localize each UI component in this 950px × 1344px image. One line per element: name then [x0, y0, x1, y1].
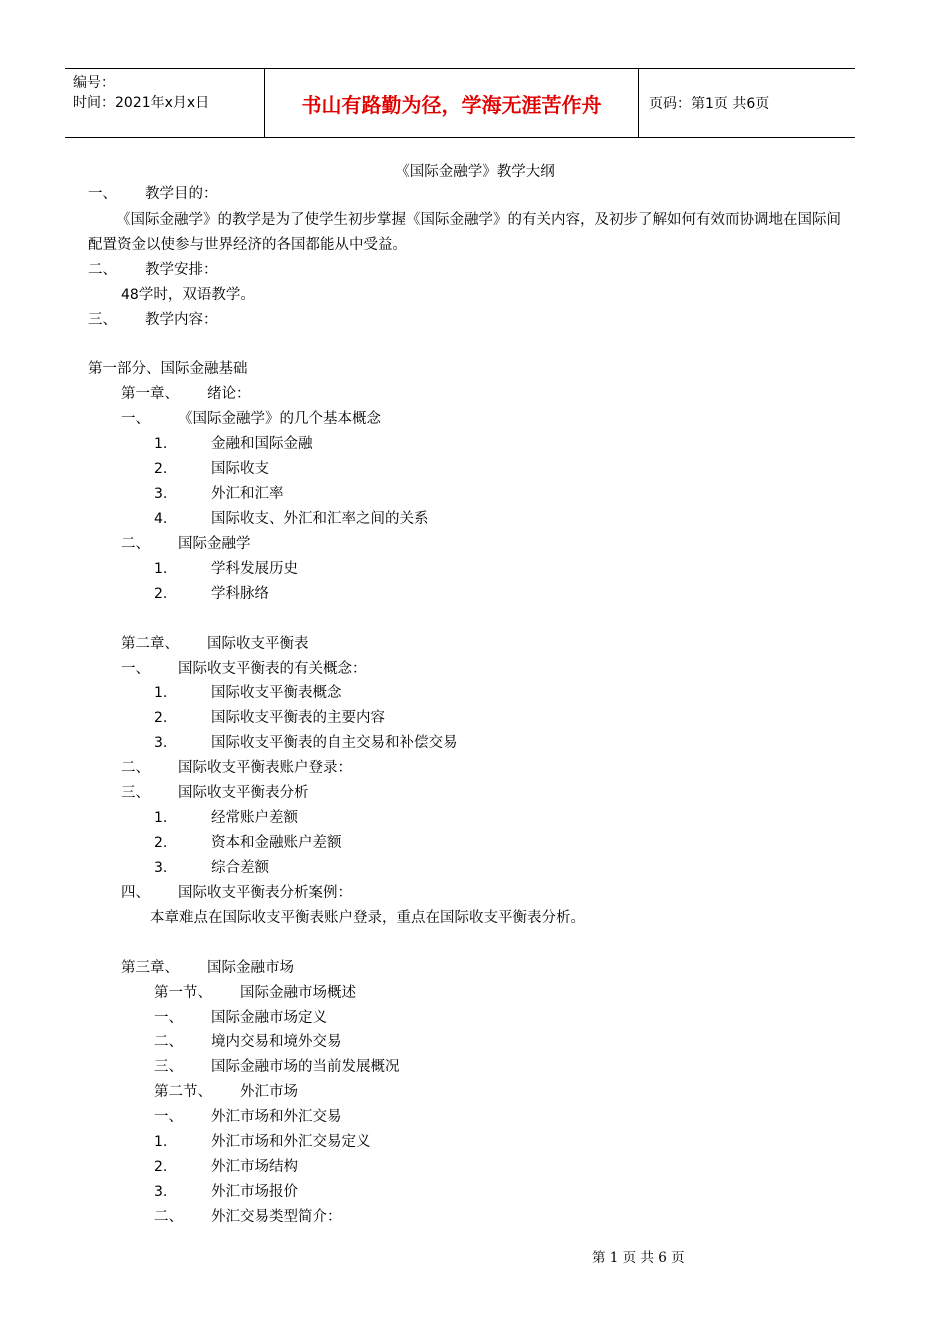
- outline-line: 1. 国际收支平衡表概念: [154, 685, 342, 701]
- outline-line: 3. 国际收支平衡表的自主交易和补偿交易: [154, 735, 458, 751]
- time-label: 时间：2021年x月x日: [73, 95, 210, 111]
- outline-line: 48学时，双语教学。: [121, 287, 255, 303]
- outline-line: 2. 国际收支平衡表的主要内容: [154, 710, 385, 726]
- page-label: 页码：第1页 共6页: [649, 96, 770, 112]
- outline-line: 一、 教学目的：: [88, 186, 218, 202]
- header-info-cell: [65, 69, 265, 137]
- outline-line: 3. 外汇和汇率: [154, 486, 284, 502]
- outline-line: 四、 国际收支平衡表分析案例：: [121, 885, 352, 901]
- outline-line: 二、 国际收支平衡表账户登录：: [121, 760, 352, 776]
- outline-line: 1. 金融和国际金融: [154, 436, 313, 452]
- outline-line: 1. 学科发展历史: [154, 561, 298, 577]
- outline-line: 2. 资本和金融账户差额: [154, 835, 342, 851]
- outline-line: 一、 国际金融市场定义: [154, 1010, 327, 1026]
- page-footer: 第 1 页 共 6 页: [592, 1250, 685, 1266]
- section-heading: 第二节、 外汇市场: [154, 1084, 298, 1100]
- outline-line: 二、 外汇交易类型简介：: [154, 1209, 342, 1225]
- outline-line: 2. 外汇市场结构: [154, 1159, 298, 1175]
- outline-line: 二、 教学安排：: [88, 262, 218, 278]
- outline-line: 一、 《国际金融学》的几个基本概念: [121, 411, 381, 427]
- motto: 书山有路勤为径，学海无涯苦作舟: [265, 69, 639, 137]
- chapter-heading: 第二章、 国际收支平衡表: [121, 636, 309, 652]
- outline-line: 1. 经常账户差额: [154, 810, 298, 826]
- outline-line: 二、 境内交易和境外交易: [154, 1034, 342, 1050]
- outline-line: 4. 国际收支、外汇和汇率之间的关系: [154, 511, 429, 527]
- header-table: [65, 68, 855, 138]
- outline-line: 一、 国际收支平衡表的有关概念：: [121, 661, 367, 677]
- outline-line: 二、 国际金融学: [121, 536, 251, 552]
- outline-line: 三、 教学内容：: [88, 312, 218, 328]
- part-heading: 第一部分、国际金融基础: [88, 361, 248, 377]
- chapter-heading: 第一章、 绪论：: [121, 386, 251, 402]
- section-heading: 第一节、 国际金融市场概述: [154, 985, 356, 1001]
- number-label: 编号：: [73, 75, 115, 91]
- outline-line: 3. 外汇市场报价: [154, 1184, 298, 1200]
- outline-line: 3. 综合差额: [154, 860, 269, 876]
- outline-line: 一、 外汇市场和外汇交易: [154, 1109, 342, 1125]
- outline-line: 三、 国际收支平衡表分析: [121, 785, 309, 801]
- purpose-paragraph: 《国际金融学》的教学是为了使学生初步掌握《国际金融学》的有关内容，及初步了解如何有效而协调地在国际间配置资金以使参与世界经济的各国都能从中受益。: [88, 212, 841, 253]
- chapter-note: 本章难点在国际收支平衡表账户登录，重点在国际收支平衡表分析。: [150, 910, 585, 926]
- document-title: 《国际金融学》教学大纲: [395, 164, 555, 180]
- chapter-heading: 第三章、 国际金融市场: [121, 960, 294, 976]
- outline-line: 1. 外汇市场和外汇交易定义: [154, 1134, 371, 1150]
- outline-line: 2. 学科脉络: [154, 586, 269, 602]
- outline-line: 2. 国际收支: [154, 461, 269, 477]
- outline-line: 三、 国际金融市场的当前发展概况: [154, 1059, 400, 1075]
